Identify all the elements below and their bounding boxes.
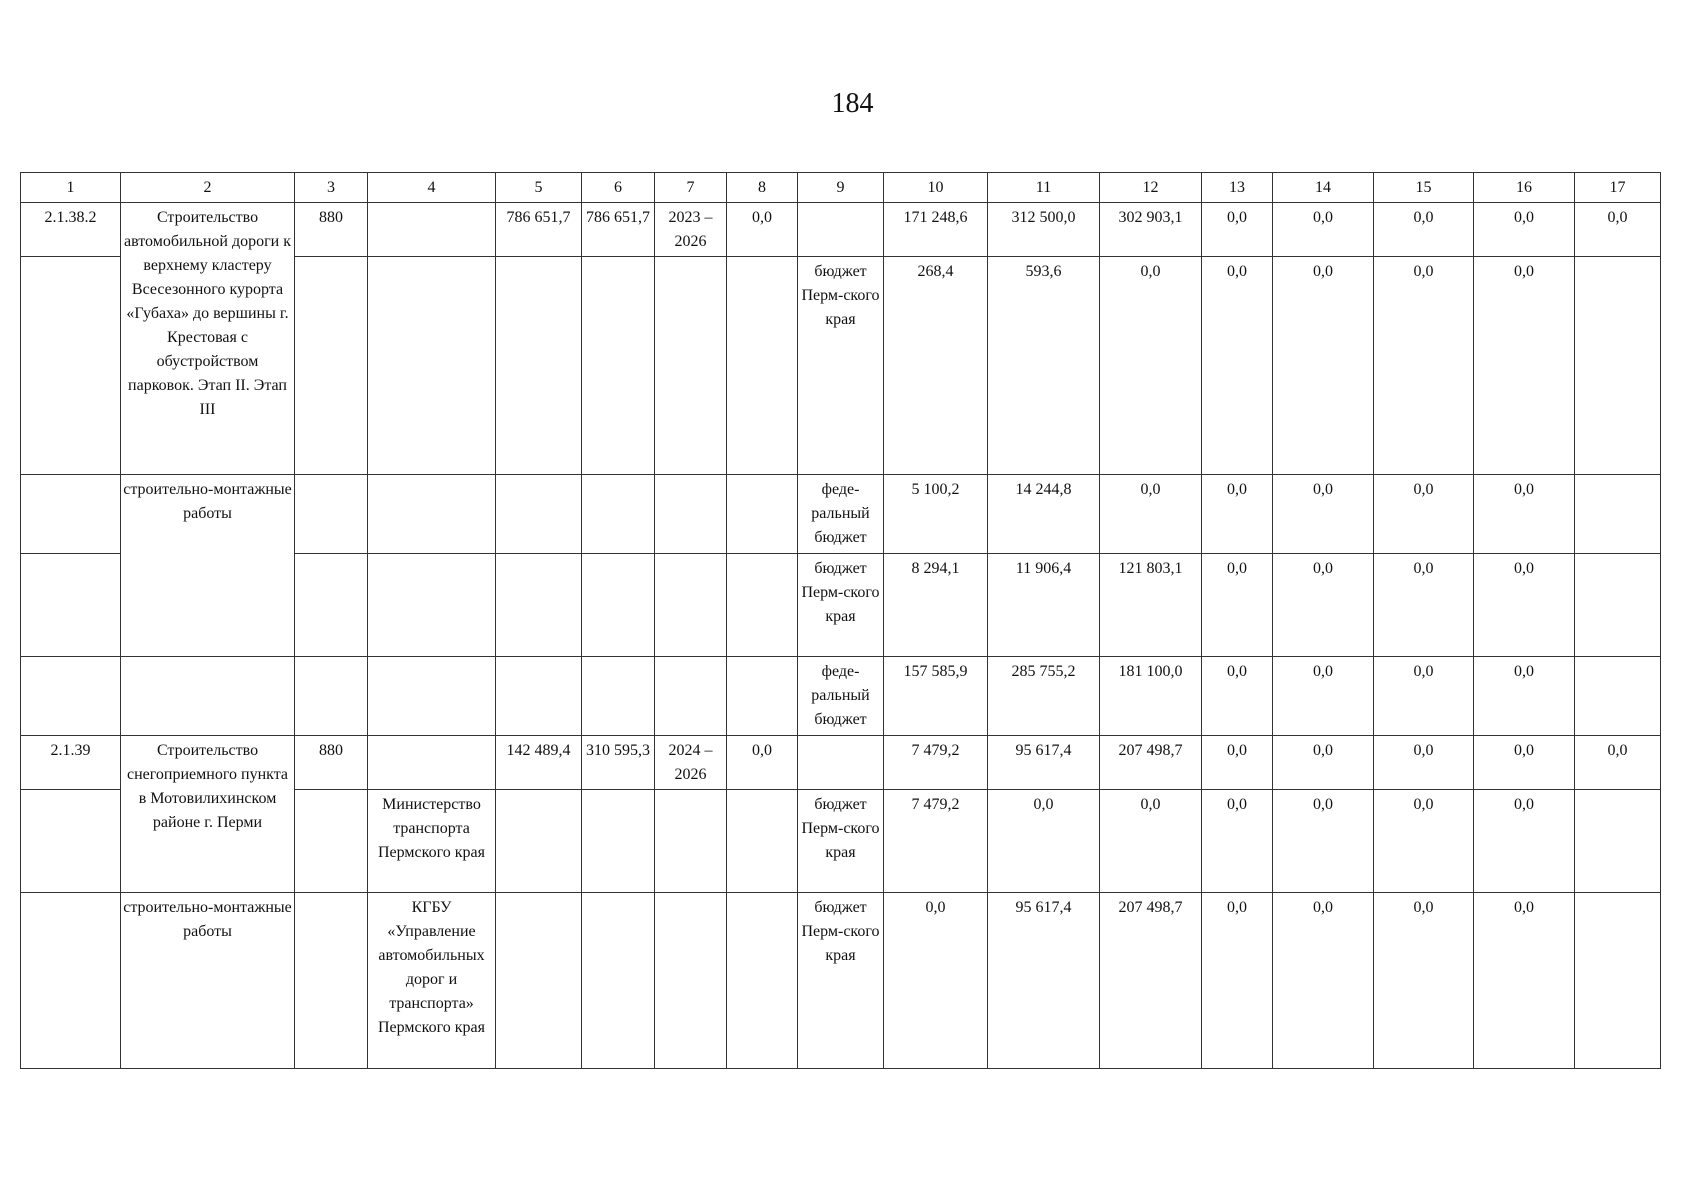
cell-col4 — [368, 475, 496, 554]
cell-col6 — [582, 475, 655, 554]
cell-col12: 302 903,1 — [1100, 203, 1202, 257]
header-cell: 7 — [655, 173, 727, 203]
cell-col3: 880 — [295, 203, 368, 257]
cell-col6 — [582, 554, 655, 657]
cell-col3 — [295, 657, 368, 736]
cell-code — [21, 475, 121, 554]
cell-col8: 0,0 — [727, 736, 798, 790]
cell-col14: 0,0 — [1273, 475, 1374, 554]
cell-col3: 880 — [295, 736, 368, 790]
table-row — [21, 657, 1661, 736]
cell-name — [121, 657, 295, 736]
cell-col4 — [368, 203, 496, 257]
cell-col8: 0,0 — [727, 203, 798, 257]
program-table — [20, 172, 1661, 1069]
table-row — [21, 736, 1661, 790]
cell-name: Строительство автомобильной дороги к верхнему кластеру Всесезонного курорта «Губаха» до вершины г. Крестовая с обустройством парковок. Этап II. Этап III — [121, 203, 295, 475]
header-cell: 11 — [988, 173, 1100, 203]
cell-col8 — [727, 257, 798, 475]
cell-col10: 7 479,2 — [884, 790, 988, 893]
cell-col16: 0,0 — [1474, 790, 1575, 893]
cell-col15: 0,0 — [1374, 257, 1474, 475]
cell-col3 — [295, 475, 368, 554]
header-cell: 8 — [727, 173, 798, 203]
cell-col10: 157 585,9 — [884, 657, 988, 736]
cell-col10: 268,4 — [884, 257, 988, 475]
cell-col4 — [368, 736, 496, 790]
cell-code — [21, 554, 121, 657]
cell-col16: 0,0 — [1474, 475, 1575, 554]
cell-name: Строительство снегоприемного пункта в Мотовилихинском районе г. Перми — [121, 736, 295, 893]
cell-col11: 11 906,4 — [988, 554, 1100, 657]
header-row — [21, 173, 1661, 203]
cell-col16: 0,0 — [1474, 554, 1575, 657]
cell-col7 — [655, 257, 727, 475]
cell-col5: 786 651,7 — [496, 203, 582, 257]
header-cell: 4 — [368, 173, 496, 203]
cell-col13: 0,0 — [1202, 554, 1273, 657]
cell-col10: 7 479,2 — [884, 736, 988, 790]
cell-executor: Министерство транспорта Пермского края — [368, 790, 496, 893]
cell-col6 — [582, 657, 655, 736]
cell-col3 — [295, 790, 368, 893]
cell-col13: 0,0 — [1202, 893, 1273, 1069]
cell-source: бюджет Перм-ского края — [798, 554, 884, 657]
cell-col8 — [727, 657, 798, 736]
cell-col17 — [1575, 790, 1661, 893]
cell-col10: 5 100,2 — [884, 475, 988, 554]
header-cell: 17 — [1575, 173, 1661, 203]
cell-col14: 0,0 — [1273, 257, 1374, 475]
cell-col15: 0,0 — [1374, 893, 1474, 1069]
cell-col8 — [727, 790, 798, 893]
header-cell: 10 — [884, 173, 988, 203]
cell-col3 — [295, 554, 368, 657]
cell-col10: 8 294,1 — [884, 554, 988, 657]
cell-col16: 0,0 — [1474, 893, 1575, 1069]
cell-col10: 0,0 — [884, 893, 988, 1069]
cell-code — [21, 657, 121, 736]
cell-col14: 0,0 — [1273, 893, 1374, 1069]
cell-col13: 0,0 — [1202, 475, 1273, 554]
cell-source: бюджет Перм-ского края — [798, 790, 884, 893]
cell-col13: 0,0 — [1202, 257, 1273, 475]
cell-col6: 786 651,7 — [582, 203, 655, 257]
cell-col15: 0,0 — [1374, 554, 1474, 657]
page-number: 184 — [831, 88, 874, 119]
cell-col10: 171 248,6 — [884, 203, 988, 257]
cell-col5 — [496, 475, 582, 554]
header-cell: 5 — [496, 173, 582, 203]
table-row — [21, 203, 1661, 257]
cell-col7 — [655, 893, 727, 1069]
cell-code — [21, 893, 121, 1069]
cell-col17: 0,0 — [1575, 736, 1661, 790]
cell-col5: 142 489,4 — [496, 736, 582, 790]
cell-col17: 0,0 — [1575, 203, 1661, 257]
cell-col6 — [582, 790, 655, 893]
cell-col11: 312 500,0 — [988, 203, 1100, 257]
cell-col12: 0,0 — [1100, 257, 1202, 475]
cell-col12: 0,0 — [1100, 475, 1202, 554]
cell-col13: 0,0 — [1202, 790, 1273, 893]
cell-col16: 0,0 — [1474, 657, 1575, 736]
cell-col12: 207 498,7 — [1100, 893, 1202, 1069]
header-cell: 13 — [1202, 173, 1273, 203]
table-row — [21, 893, 1661, 1069]
header-cell: 2 — [121, 173, 295, 203]
cell-col5 — [496, 790, 582, 893]
cell-executor: КГБУ «Управление автомобильных дорог и транспорта» Пермского края — [368, 893, 496, 1069]
cell-source: феде-ральный бюджет — [798, 657, 884, 736]
cell-col12: 121 803,1 — [1100, 554, 1202, 657]
table-row — [21, 475, 1661, 554]
cell-source — [798, 736, 884, 790]
cell-col6 — [582, 257, 655, 475]
cell-col15: 0,0 — [1374, 203, 1474, 257]
cell-col4 — [368, 257, 496, 475]
cell-col12: 207 498,7 — [1100, 736, 1202, 790]
cell-col12: 181 100,0 — [1100, 657, 1202, 736]
cell-col11: 593,6 — [988, 257, 1100, 475]
cell-col12: 0,0 — [1100, 790, 1202, 893]
header-cell: 15 — [1374, 173, 1474, 203]
cell-col6 — [582, 893, 655, 1069]
cell-col14: 0,0 — [1273, 554, 1374, 657]
cell-source: бюджет Перм-ского края — [798, 257, 884, 475]
cell-col11: 285 755,2 — [988, 657, 1100, 736]
cell-col5 — [496, 554, 582, 657]
cell-col7 — [655, 554, 727, 657]
header-cell: 14 — [1273, 173, 1374, 203]
cell-col15: 0,0 — [1374, 736, 1474, 790]
cell-col14: 0,0 — [1273, 203, 1374, 257]
cell-col16: 0,0 — [1474, 257, 1575, 475]
cell-code — [21, 257, 121, 475]
cell-name: строительно-монтажные работы — [121, 475, 295, 657]
cell-col13: 0,0 — [1202, 736, 1273, 790]
cell-col14: 0,0 — [1273, 790, 1374, 893]
cell-col11: 95 617,4 — [988, 736, 1100, 790]
cell-col17 — [1575, 657, 1661, 736]
cell-code: 2.1.39 — [21, 736, 121, 790]
cell-col3 — [295, 893, 368, 1069]
cell-col16: 0,0 — [1474, 203, 1575, 257]
cell-col14: 0,0 — [1273, 736, 1374, 790]
cell-col5 — [496, 893, 582, 1069]
cell-col8 — [727, 475, 798, 554]
cell-col11: 14 244,8 — [988, 475, 1100, 554]
cell-col15: 0,0 — [1374, 657, 1474, 736]
cell-col14: 0,0 — [1273, 657, 1374, 736]
cell-col7: 2024 – 2026 — [655, 736, 727, 790]
cell-col4 — [368, 657, 496, 736]
cell-col8 — [727, 893, 798, 1069]
cell-col7 — [655, 657, 727, 736]
cell-col17 — [1575, 893, 1661, 1069]
cell-col7 — [655, 790, 727, 893]
header-cell: 3 — [295, 173, 368, 203]
cell-col15: 0,0 — [1374, 790, 1474, 893]
cell-col13: 0,0 — [1202, 203, 1273, 257]
cell-source: феде-ральный бюджет — [798, 475, 884, 554]
cell-name: строительно-монтажные работы — [121, 893, 295, 1069]
cell-col15: 0,0 — [1374, 475, 1474, 554]
cell-col4 — [368, 554, 496, 657]
header-cell: 6 — [582, 173, 655, 203]
header-cell: 16 — [1474, 173, 1575, 203]
cell-col8 — [727, 554, 798, 657]
header-cell: 1 — [21, 173, 121, 203]
header-cell: 9 — [798, 173, 884, 203]
cell-code — [21, 790, 121, 893]
header-cell: 12 — [1100, 173, 1202, 203]
cell-col5 — [496, 657, 582, 736]
cell-col17 — [1575, 257, 1661, 475]
cell-col16: 0,0 — [1474, 736, 1575, 790]
cell-col7 — [655, 475, 727, 554]
cell-col17 — [1575, 475, 1661, 554]
cell-col11: 95 617,4 — [988, 893, 1100, 1069]
cell-col7: 2023 – 2026 — [655, 203, 727, 257]
cell-source: бюджет Перм-ского края — [798, 893, 884, 1069]
cell-code: 2.1.38.2 — [21, 203, 121, 257]
cell-col13: 0,0 — [1202, 657, 1273, 736]
cell-col3 — [295, 257, 368, 475]
cell-col11: 0,0 — [988, 790, 1100, 893]
cell-source — [798, 203, 884, 257]
cell-col6: 310 595,3 — [582, 736, 655, 790]
cell-col17 — [1575, 554, 1661, 657]
cell-col5 — [496, 257, 582, 475]
